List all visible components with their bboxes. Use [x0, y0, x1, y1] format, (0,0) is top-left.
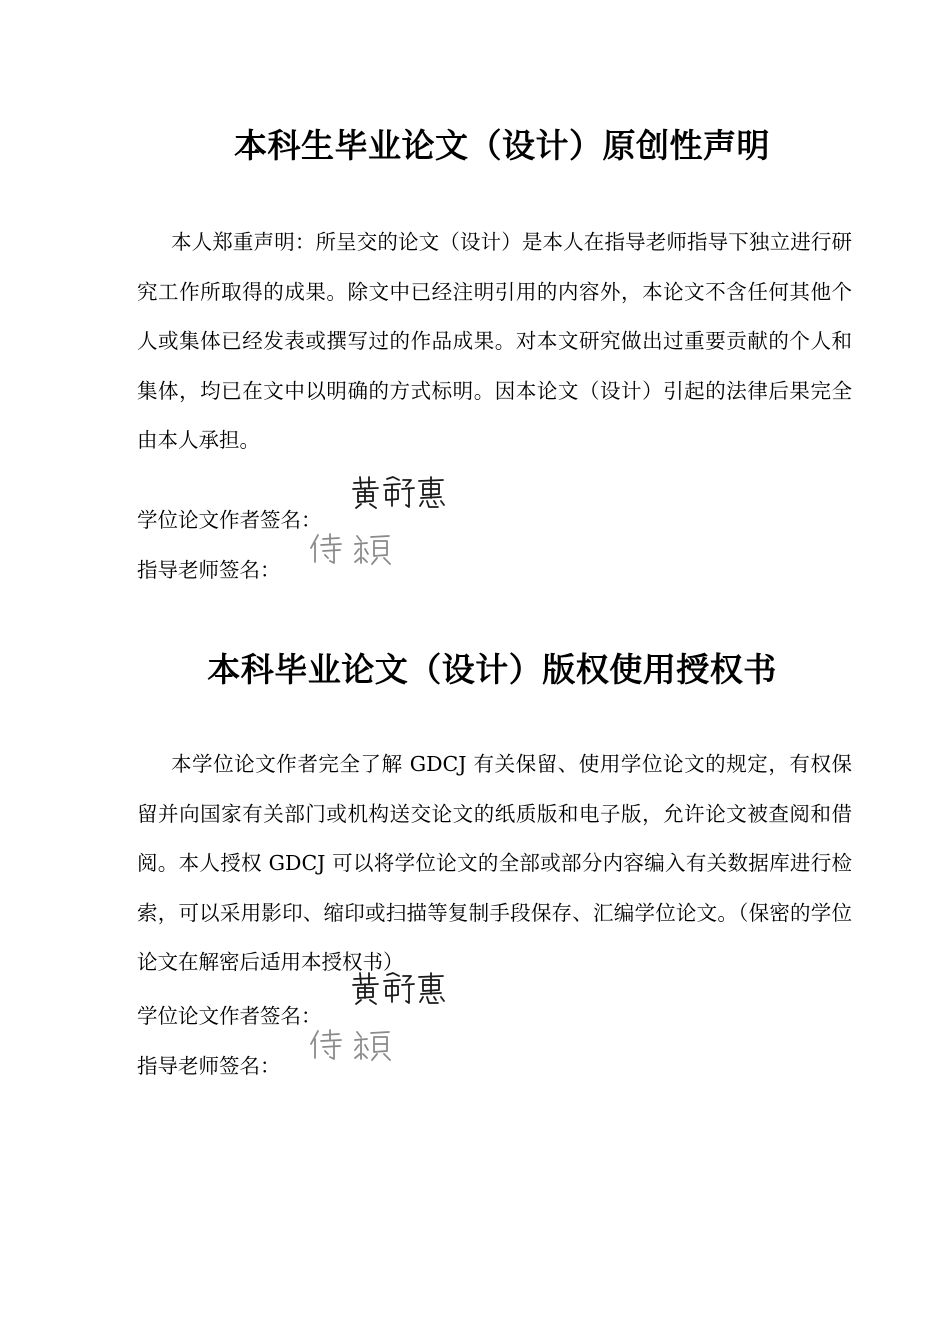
originality-title: 本科生毕业论文（设计）原创性声明 [234, 126, 770, 165]
student-handwritten-signature [351, 970, 447, 1006]
copyright-author-signature-row [137, 996, 322, 1036]
copyright-advisor-signature-row [137, 1046, 281, 1086]
student-handwritten-signature [351, 474, 447, 510]
author-signature-label: 学位论文作者签名： [137, 508, 322, 532]
originality-advisor-signature-row [137, 550, 281, 590]
copyright-title: 本科毕业论文（设计）版权使用授权书 [207, 650, 777, 689]
advisor-signature-label: 指导老师签名： [137, 558, 281, 582]
author-signature-label: 学位论文作者签名： [137, 1004, 322, 1028]
advisor-signature-label: 指导老师签名： [137, 1054, 281, 1078]
advisor-handwritten-signature [309, 532, 393, 566]
originality-statement: 本人郑重声明：所呈交的论文（设计）是本人在指导老师指导下独立进行研究工作所取得的成果。除文中已经注明引用的内容外，本论文不含任何其他个人或集体已经发表或撰写过的作品成果。对本文研究做出过重要贡献的个人和集体，均已在文中以明确的方式标明。因本论文（设计）引起的法律后果完全由本人承担。 [137, 230, 852, 452]
originality-author-signature-row [137, 500, 322, 540]
copyright-authorization-statement: 本学位论文作者完全了解 GDCJ 有关保留、使用学位论文的规定，有权保留并向国家有关部门或机构送交论文的纸质版和电子版，允许论文被查阅和借阅。本人授权 GDCJ 可以将学位论文的全部或部分内容编入有关数据库进行检索，可以采用影印、缩印或扫描等复制手段保存、汇编学位论文。（保密的学位论文在解密后适用本授权书） [137, 752, 852, 974]
advisor-handwritten-signature [309, 1028, 393, 1062]
